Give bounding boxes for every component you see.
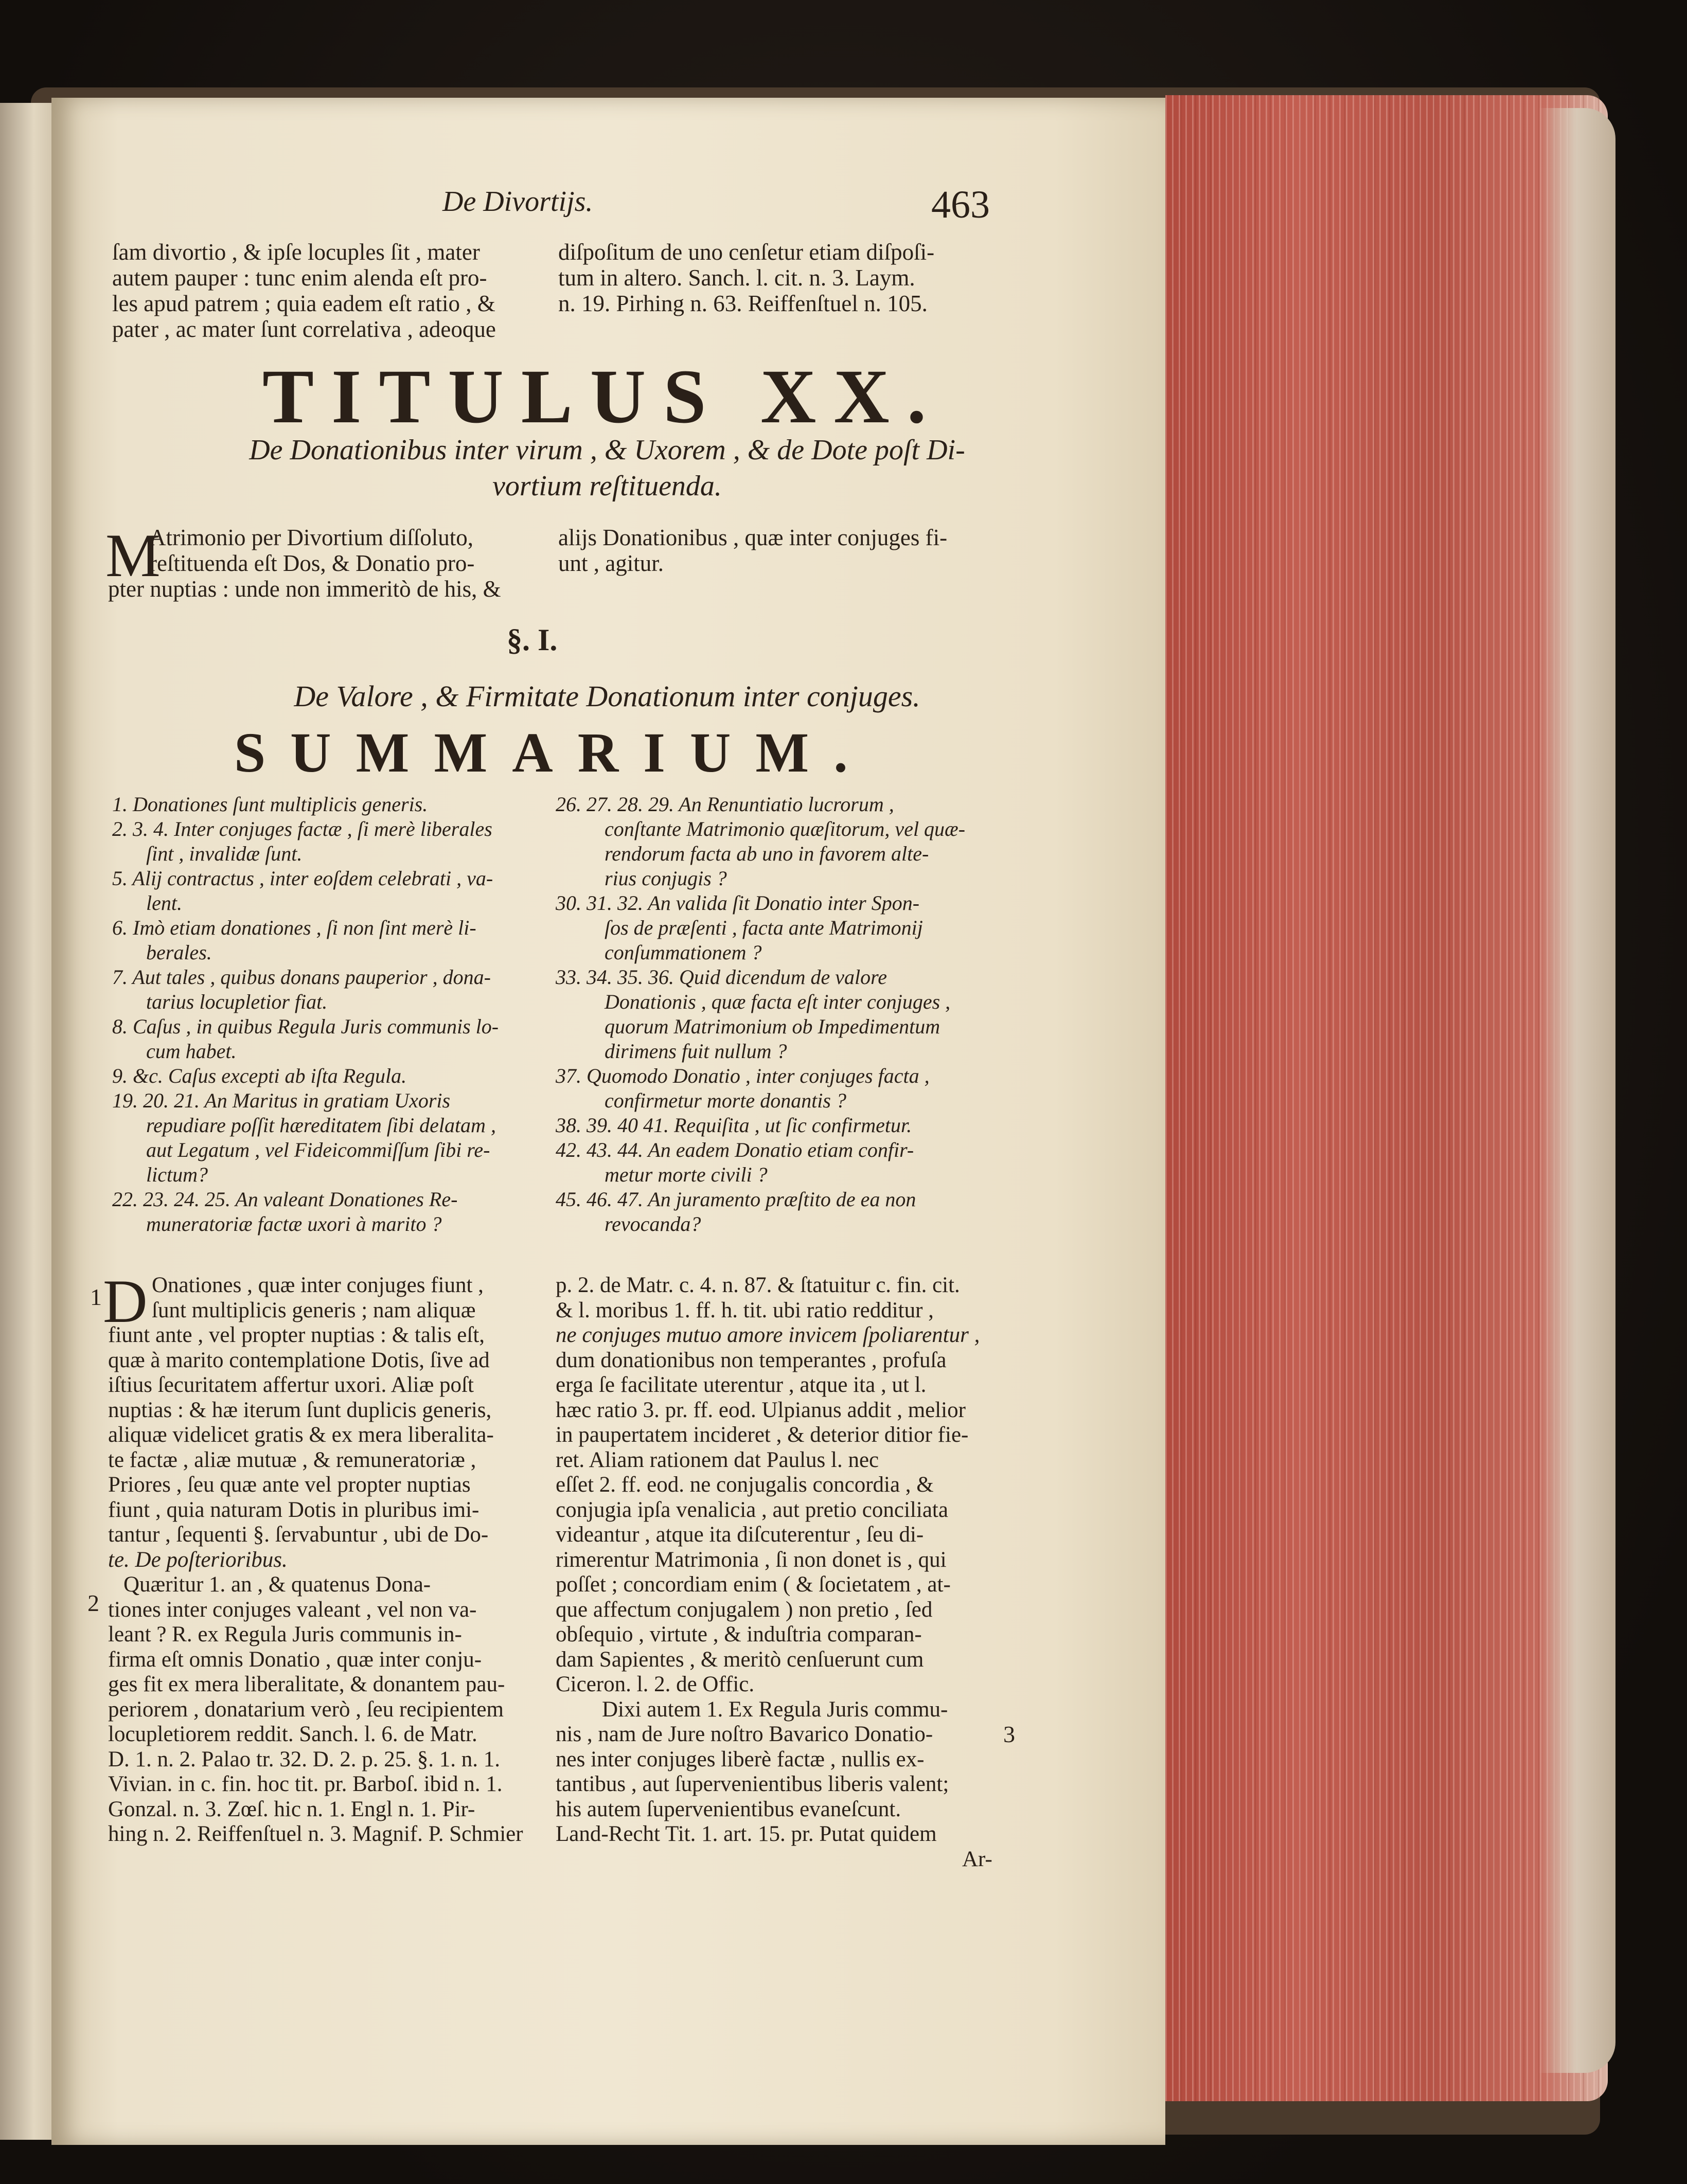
summary-item: tarius locupletior fiat. <box>146 990 328 1013</box>
text-line: diſpoſitum de uno cenſetur etiam diſpoſi- <box>558 239 935 265</box>
summary-item: 30. 31. 32. An valida ſit Donatio inter Spon- <box>556 891 920 915</box>
text-line: periorem , donatarium verò , ſeu recipientem <box>108 1697 504 1722</box>
summary-item: 7. Aut tales , quibus donans pauperior , dona- <box>112 965 491 989</box>
text-line: unt , agitur. <box>558 550 664 576</box>
summary-item: 26. 27. 28. 29. An Renuntiatio lucrorum , <box>556 793 894 816</box>
top-left-column <box>112 239 496 342</box>
text-line: Vivian. in c. fin. hoc tit. pr. Barboſ. ibid n. 1. <box>108 1772 503 1796</box>
text-line: ſunt multiplicis generis ; nam aliquæ <box>152 1298 476 1322</box>
body-right-column <box>556 1273 992 1872</box>
text-line: quæ à marito contemplatione Dotis, ſive ad <box>108 1348 490 1372</box>
summary-item: 9. &c. Caſus excepti ab iſta Regula. <box>112 1064 407 1087</box>
text-line: locupletiorem reddit. Sanch. l. 6. de Matr. <box>108 1722 477 1746</box>
summary-item: aut Legatum , vel Fideicommiſſum ſibi re- <box>146 1138 490 1161</box>
titulus-heading: TITULUS XX. <box>262 354 944 439</box>
text-line: reſtituenda eſt Dos, & Donatio pro- <box>149 550 475 576</box>
text-line: iſtius ſecuritatem affertur uxori. Aliæ poſt <box>108 1373 474 1397</box>
text-line: nuptias : & hæ iterum ſunt duplicis generis, <box>108 1398 492 1422</box>
text-line: pater , ac mater ſunt correlativa , adeoque <box>112 316 496 342</box>
summary-item: 37. Quomodo Donatio , inter conjuges facta , <box>556 1064 930 1087</box>
summary-item: muneratoriæ factæ uxori à marito ? <box>146 1212 442 1236</box>
titulus-subtitle <box>154 432 1060 504</box>
running-header: De Divortijs. <box>442 186 593 218</box>
text-line: nis , nam de Jure noſtro Bavarico Donatio- <box>556 1722 933 1746</box>
intro-right-column <box>558 525 947 576</box>
summary-item: ſint , invalidæ ſunt. <box>146 842 303 865</box>
text-line: dam Sapientes , & meritò cenſuerunt cum <box>556 1647 924 1672</box>
section-subtitle: De Valore , & Firmitate Donationum inter conjuges. <box>294 679 920 713</box>
text-line: Dixi autem 1. Ex Regula Juris commu- <box>602 1697 948 1722</box>
text-line: obſequio , virtute , & induſtria comparan- <box>556 1622 922 1646</box>
text-line: Land-Recht Tit. 1. art. 15. pr. Putat quidem <box>556 1822 937 1846</box>
summary-item: 22. 23. 24. 25. An valeant Donationes Re- <box>112 1188 458 1211</box>
summary-item: ſos de præſenti , facta ante Matrimonij <box>605 916 923 939</box>
text-line: fiunt ante , vel propter nuptias : & talis eſt, <box>108 1323 485 1347</box>
subtitle-line: vortium reſtituenda. <box>492 470 722 502</box>
marginal-number: 1 <box>90 1284 102 1310</box>
summary-item: berales. <box>146 941 212 964</box>
text-line: nes inter conjuges liberè factæ , nullis ex- <box>556 1747 925 1771</box>
summary-item: lent. <box>146 891 182 915</box>
text-line: & l. moribus 1. ff. h. tit. ubi ratio redditur , <box>556 1298 934 1322</box>
text-line: tum in altero. Sanch. l. cit. n. 3. Laym. <box>558 265 915 291</box>
summarium-right-column <box>556 792 965 1237</box>
summary-item: revocanda? <box>605 1212 701 1236</box>
text-line: Quæritur 1. an , & quatenus Dona- <box>123 1572 431 1597</box>
section-heading: §. I. <box>507 623 558 657</box>
fore-edge-curve <box>1538 108 1615 2073</box>
text-line: conjugia ipſa venalicia , aut pretio conciliata <box>556 1497 948 1522</box>
text-line: tantibus , aut ſupervenientibus liberis valent; <box>556 1772 949 1796</box>
text-line: alijs Donationibus , quæ inter conjuges fi- <box>558 525 948 550</box>
summary-item: 33. 34. 35. 36. Quid dicendum de valore <box>556 965 887 989</box>
text-line: autem pauper : tunc enim alenda eſt pro- <box>112 265 487 291</box>
text-line: ſam divortio , & ipſe locuples ſit , mater <box>112 239 480 265</box>
text-line: les apud patrem ; quia eadem eſt ratio , & <box>112 291 495 316</box>
text-line: p. 2. de Matr. c. 4. n. 87. & ſtatuitur c. fin. cit. <box>556 1273 960 1297</box>
text-line: poſſet ; concordiam enim ( & ſocietatem , at- <box>556 1572 951 1597</box>
summary-item: 2. 3. 4. Inter conjuges factæ , ſi merè liberales <box>112 817 492 840</box>
text-line: leant ? R. ex Regula Juris communis in- <box>108 1622 462 1646</box>
catchword: Ar- <box>962 1847 992 1871</box>
text-line: fiunt , quia naturam Dotis in pluribus imi- <box>108 1497 480 1522</box>
subtitle-line: De Donationibus inter virum , & Uxorem , & de Dote poſt Di- <box>249 434 965 466</box>
text-line: ges fit ex mera liberalitate, & donantem pau- <box>108 1672 505 1696</box>
text-line: hing n. 2. Reiffenſtuel n. 3. Magnif. P. Schmier <box>108 1822 523 1846</box>
text-line: Atrimonio per Divortium diſſoluto, <box>149 525 473 550</box>
top-right-column <box>558 239 934 316</box>
intro-drop-cap: M <box>105 521 161 589</box>
summary-item: cum habet. <box>146 1040 237 1063</box>
text-line: dum donationibus non temperantes , profuſa <box>556 1348 947 1372</box>
text-line: tiones inter conjuges valeant , vel non va- <box>108 1597 477 1622</box>
marginal-number: 2 <box>87 1590 99 1616</box>
summary-item: 5. Alij contractus , inter eoſdem celebrati , va- <box>112 867 493 890</box>
text-line: videantur , atque ita diſcuterentur , ſeu di- <box>556 1523 924 1547</box>
text-line: que affectum conjugalem ) non pretio , ſed <box>556 1597 933 1622</box>
body-left-column <box>108 1273 523 1847</box>
text-line: Gonzal. n. 3. Zœſ. hic n. 1. Engl n. 1. Pir- <box>108 1797 475 1821</box>
summary-item: conſtante Matrimonio quæſitorum, vel quæ- <box>605 817 966 840</box>
summary-item: 45. 46. 47. An juramento præſtito de ea non <box>556 1188 916 1211</box>
summary-item: conſummationem ? <box>605 941 762 964</box>
text-line: Ciceron. l. 2. de Offic. <box>556 1672 755 1696</box>
summary-item: dirimens fuit nullum ? <box>605 1040 787 1063</box>
summary-item: confirmetur morte donantis ? <box>605 1089 846 1112</box>
text-line: Onationes , quæ inter conjuges fiunt , <box>152 1273 484 1297</box>
summary-item: rendorum facta ab uno in favorem alte- <box>605 842 929 865</box>
text-line: in paupertatem incideret , & deterior ditior fie- <box>556 1423 969 1447</box>
text-line: eſſet 2. ff. eod. ne conjugalis concordia , & <box>556 1473 934 1497</box>
summary-item: rius conjugis ? <box>605 867 727 890</box>
summary-item: 42. 43. 44. An eadem Donatio etiam confir- <box>556 1138 914 1161</box>
summary-item: 19. 20. 21. An Maritus in gratiam Uxoris <box>112 1089 451 1112</box>
text-line: D. 1. n. 2. Palao tr. 32. D. 2. p. 25. §. 1. n. 1. <box>108 1747 501 1771</box>
text-line: ret. Aliam rationem dat Paulus l. nec <box>556 1447 879 1472</box>
text-line: his autem ſupervenientibus evaneſcunt. <box>556 1797 901 1821</box>
summarium-heading: SUMMARIUM. <box>234 721 873 784</box>
intro-left-column <box>108 525 501 602</box>
summary-item: quorum Matrimonium ob Impedimentum <box>605 1015 940 1038</box>
marginal-number: 3 <box>1003 1721 1015 1747</box>
text-line: pter nuptias : unde non immeritò de his, & <box>108 576 501 602</box>
text-line: ne conjuges mutuo amore invicem ſpoliarentur , <box>556 1323 980 1347</box>
text-line: hæc ratio 3. pr. ff. eod. Ulpianus addit , melior <box>556 1398 966 1422</box>
text-line: Priores , ſeu quæ ante vel propter nuptias <box>108 1473 471 1497</box>
summary-item: 38. 39. 40 41. Requiſita , ut ſic confirmetur. <box>556 1114 912 1137</box>
text-line: te. De poſterioribus. <box>108 1547 288 1572</box>
body-drop-cap: D <box>103 1267 148 1335</box>
text-line: te factæ , aliæ mutuæ , & remuneratoriæ , <box>108 1447 476 1472</box>
text-line: rimerentur Matrimonia , ſi non donet is , qui <box>556 1547 947 1572</box>
text-line: erga ſe facilitate uterentur , atque ita , ut l. <box>556 1373 927 1397</box>
summary-item: 1. Donationes ſunt multiplicis generis. <box>112 793 428 816</box>
facing-page-edge <box>0 103 57 2140</box>
summary-item: 6. Imò etiam donationes , ſi non ſint merè li- <box>112 916 476 939</box>
text-line: n. 19. Pirhing n. 63. Reiffenſtuel n. 105. <box>558 291 928 316</box>
summary-item: lictum? <box>146 1163 208 1186</box>
summarium-left-column <box>112 792 499 1237</box>
page-number: 463 <box>931 183 990 226</box>
text-line: tantur , ſequenti §. ſervabuntur , ubi de Do- <box>108 1523 489 1547</box>
summary-item: Donationis , quæ facta eſt inter conjuges , <box>605 990 951 1013</box>
summary-item: 8. Caſus , in quibus Regula Juris communis lo- <box>112 1015 499 1038</box>
text-line: firma eſt omnis Donatio , quæ inter conju- <box>108 1647 482 1672</box>
summary-item: repudiare poſſit hæreditatem ſibi delatam , <box>146 1114 496 1137</box>
text-line: aliquæ videlicet gratis & ex mera liberalita- <box>108 1423 494 1447</box>
summary-item: metur morte civili ? <box>605 1163 768 1186</box>
